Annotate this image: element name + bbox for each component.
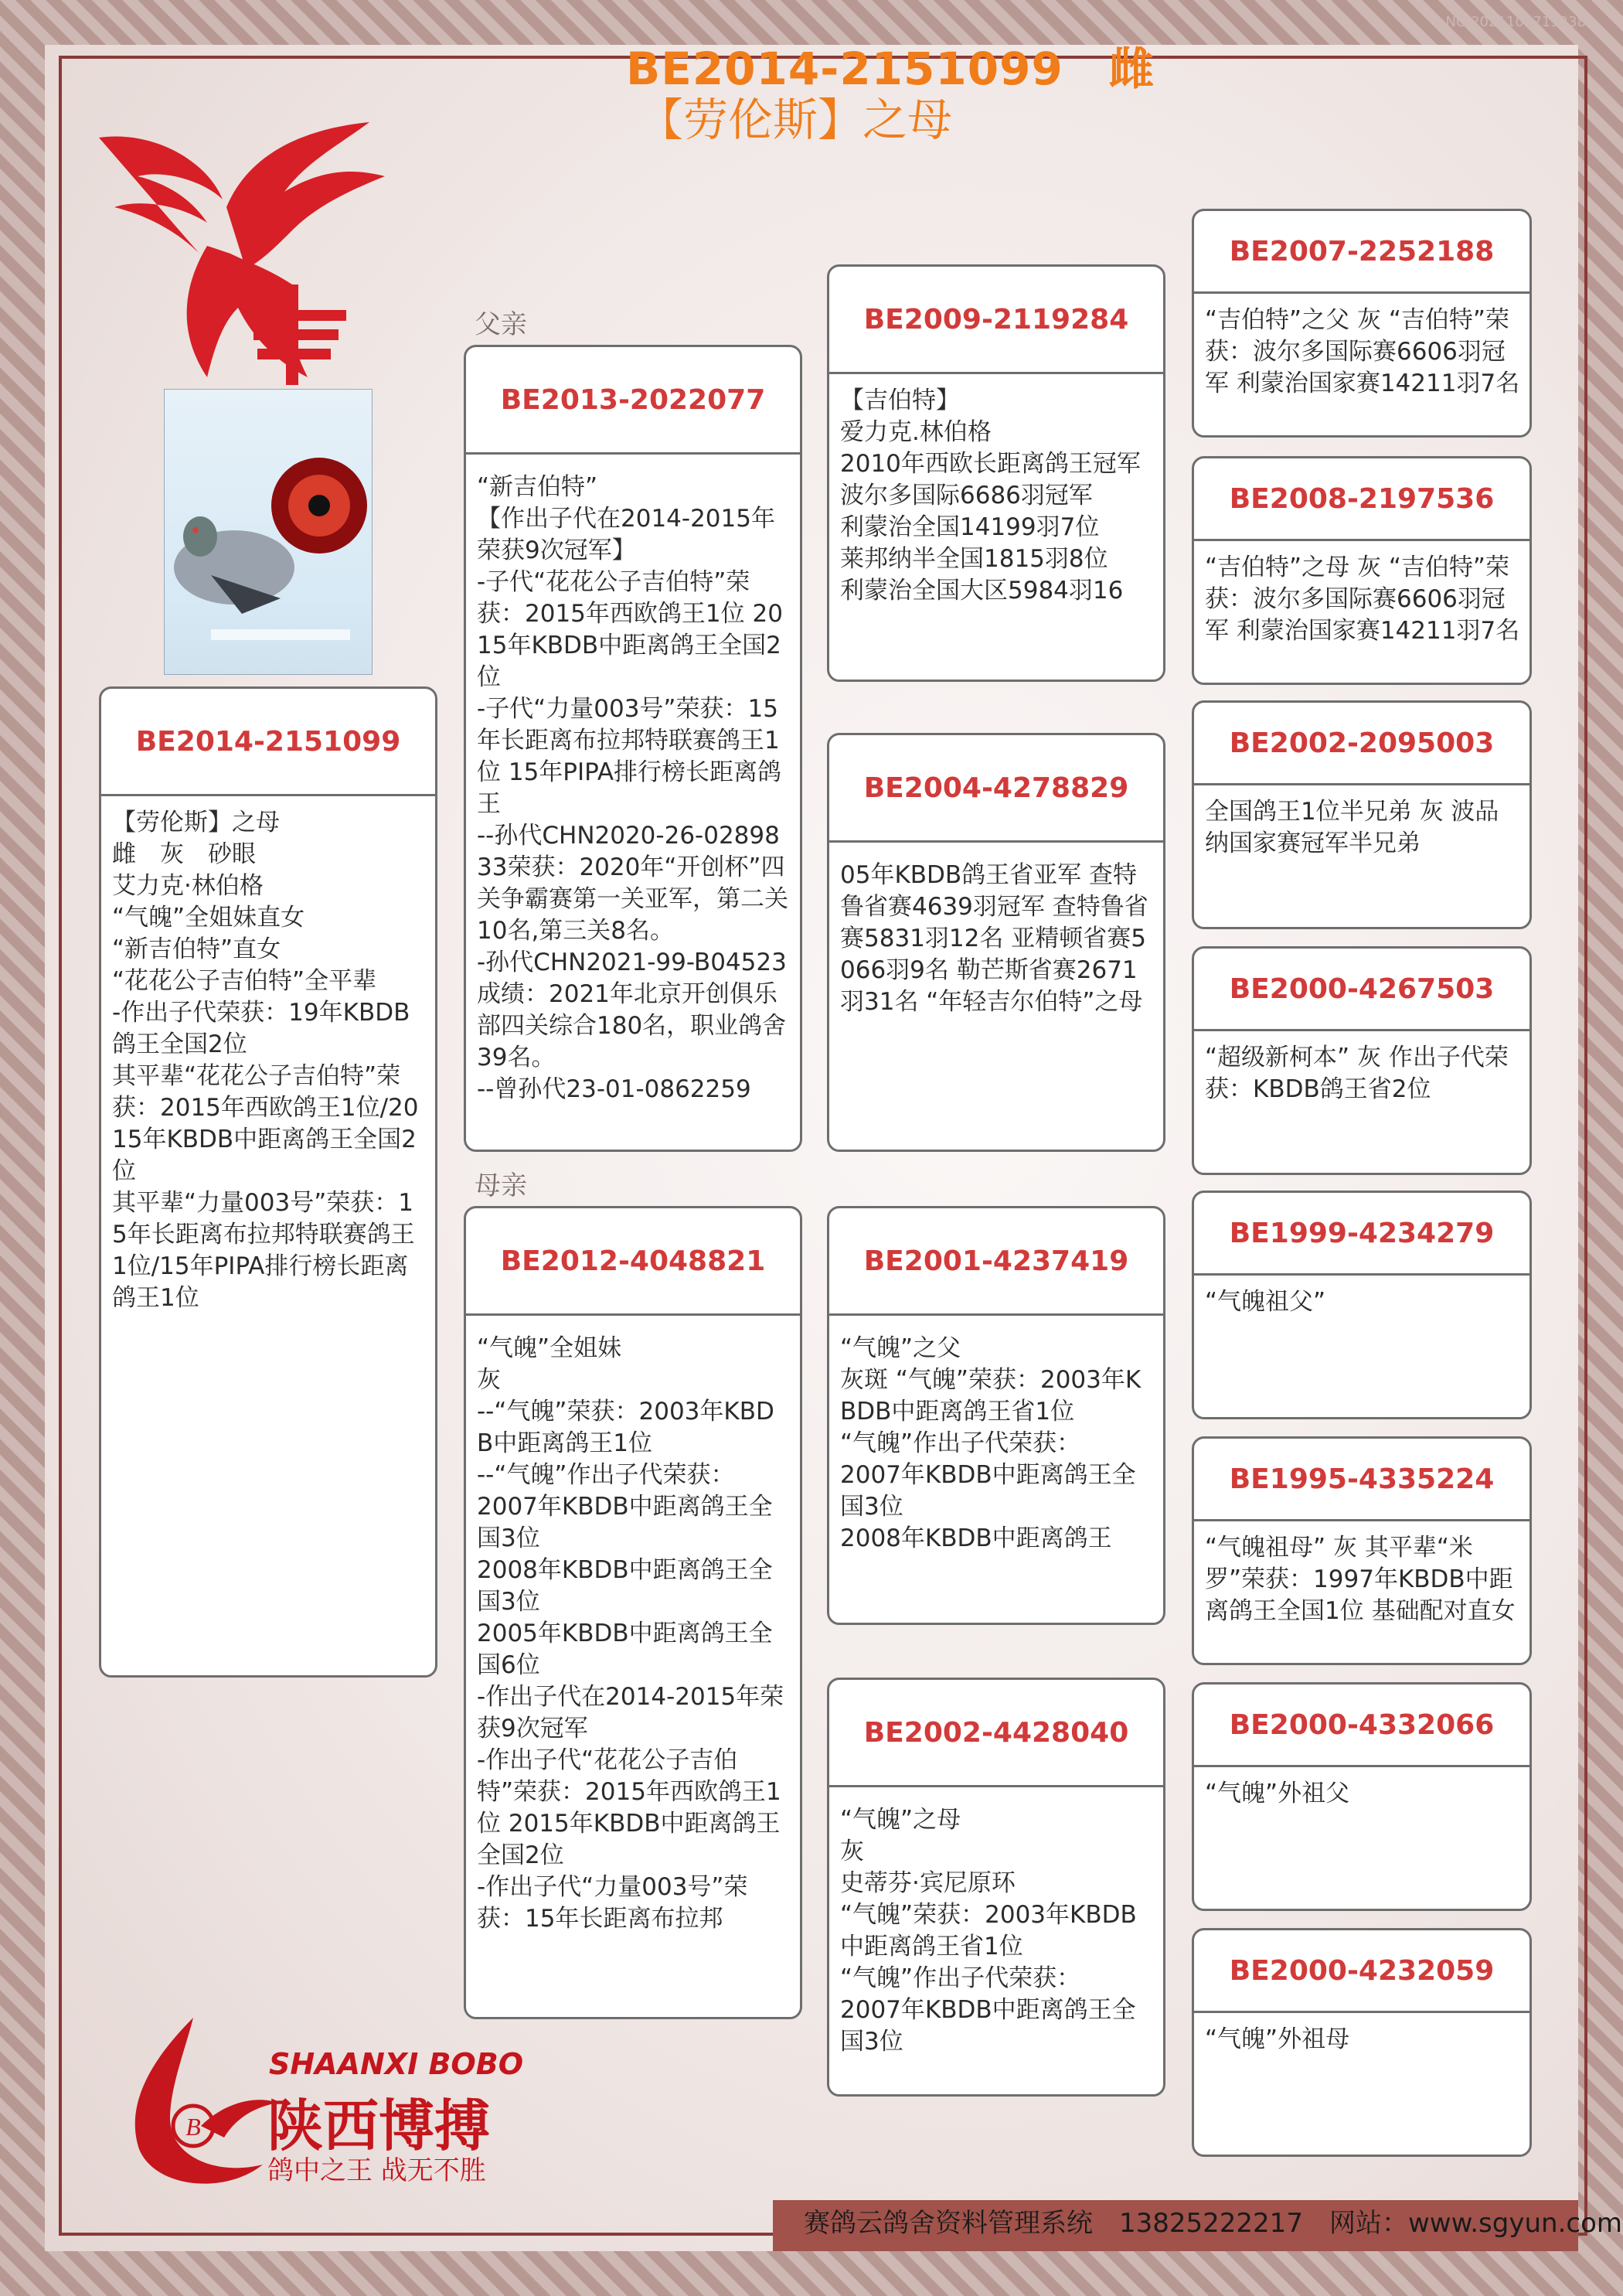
brand-medal-letter: B (185, 2113, 201, 2141)
subject-ring: BE2014-2151099 (101, 689, 435, 796)
phoenix-logo-icon (91, 114, 393, 400)
footer-text: 赛鸽云鸽舍资料管理系统 13825222217 网站：www.sgyun.com (804, 2208, 1622, 2239)
great-grandparent-ring: BE2008-2197536 (1194, 458, 1529, 541)
great-grandparent-ring: BE2000-4332066 (1194, 1685, 1529, 1767)
sire-description: “新吉伯特” 【作出子代在2014-2015年荣获9次冠军】 -子代“花花公子吉伯特”荣获：2015年西欧鸽王1位 2015年KBDB中距离鸽王全国2位 -子代“力量003号”荣获：15年长距离布拉邦特联赛鸽王1位 15年PIPA排行榜长距离鸽王 --孙代CHN2020-26-0289833荣获：2020年“开创杯”四关争霸赛第一关亚军，第二关10名,第三关8名。 -孙代CHN2021-99-B04523成绩：2021年北京开创俱乐部四关综合180名，职业鸽舍39名。 --曾孙代23-01-0862259 (477, 473, 788, 1103)
page-subtitle: 【劳伦斯】之母 (638, 94, 953, 146)
sire-ring: BE2013-2022077 (466, 347, 800, 455)
great-grandparent-description: “吉伯特”之母 灰 “吉伯特”荣获：波尔多国际赛6606羽冠军 利蒙治国家赛14211羽7名 (1205, 554, 1520, 645)
grandparent-description: “气魄”之母 灰 史蒂芬·宾尼原环 “气魄”荣获：2003年KBDB中距离鸽王省1位 “气魄”作出子代荣获： 2007年KBDB中距离鸽王全国3位 (840, 1806, 1137, 2056)
great-grandparent-card (1192, 1436, 1532, 1665)
father-label: 父亲 (475, 309, 527, 340)
grandparent-ring: BE2001-4237419 (829, 1208, 1163, 1316)
great-grandparent-ring: BE2002-2095003 (1194, 703, 1529, 785)
great-grandparent-card (1192, 456, 1532, 685)
great-grandparent-card (1192, 946, 1532, 1175)
grandparent-description: “气魄”之父 灰斑 “气魄”荣获：2003年KBDB中距离鸽王省1位 “气魄”作出子代荣获： 2007年KBDB中距离鸽王全国3位 2008年KBDB中距离鸽王 (840, 1334, 1142, 1552)
grandparent-description: 05年KBDB鸽王省亚军 查特鲁省赛4639羽冠军 查特鲁省赛5831羽12名 亚精顿省赛5066羽9名 勒芒斯省赛2671羽31名 “年轻吉尔伯特”之母 (840, 861, 1148, 1016)
serial-number: NO.20211007192​38 (1445, 14, 1586, 30)
grandparent-ring: BE2004-4278829 (829, 735, 1163, 843)
subject-card (99, 686, 437, 1678)
great-grandparent-description: “超级新柯本” 灰 作出子代荣获：KBDB鸽王省2位 (1205, 1044, 1509, 1103)
great-grandparent-card (1192, 700, 1532, 929)
great-grandparent-description: “气魄”外祖母 (1205, 2025, 1350, 2053)
brand-english-name: SHAANXI BOBO (269, 2047, 523, 2081)
sire-card (464, 345, 802, 1152)
grandparent-ring: BE2002-4428040 (829, 1680, 1163, 1787)
great-grandparent-ring: BE1995-4335224 (1194, 1439, 1529, 1521)
great-grandparent-card (1192, 1928, 1532, 2157)
great-grandparent-ring: BE2000-4232059 (1194, 1930, 1529, 2013)
grandparent-card (827, 1678, 1165, 2097)
great-grandparent-description: “气魄”外祖父 (1205, 1780, 1350, 1807)
brand-slogan: 鸽中之王 战无不胜 (267, 2155, 486, 2186)
brand-chinese-name: 陕西博搏 (267, 2093, 491, 2158)
pigeon-cover-image (164, 389, 373, 675)
great-grandparent-card (1192, 1191, 1532, 1419)
grandparent-ring: BE2009-2119284 (829, 267, 1163, 374)
great-grandparent-card (1192, 209, 1532, 438)
grandparent-description: 【吉伯特】 爱力克.林伯格 2010年西欧长距离鸽王冠军 波尔多国际6686羽冠军 利蒙治全国14199羽7位 莱邦纳半全国1815羽8位 利蒙治全国大区5984羽16 (840, 387, 1141, 605)
great-grandparent-ring: BE2000-4267503 (1194, 949, 1529, 1031)
pigeon-image-icon (165, 390, 372, 674)
great-grandparent-description: 全国鸽王1位半兄弟 灰 波品纳国家赛冠军半兄弟 (1205, 798, 1499, 857)
dam-card (464, 1206, 802, 2019)
grandparent-card (827, 264, 1165, 682)
subject-description: 【劳伦斯】之母 雌 灰 砂眼 艾力克·林伯格 “气魄”全姐妹直女 “新吉伯特”直女 “花花公子吉伯特”全平辈 -作出子代荣获：19年KBDB鸽王全国2位 其平辈“花花公子吉伯特”荣获：2015年西欧鸽王1位/2015年KBDB中距离鸽王全国2位 其平辈“力量003号”荣获：15年长距离布拉邦特联赛鸽王1位/15年PIPA排行榜长距离鸽王1位 (112, 809, 419, 1312)
great-grandparent-description: “气魄祖母” 灰 其平辈“米罗”荣获：1997年KBDB中距离鸽王全国1位 基础配对直女 (1205, 1534, 1516, 1625)
dam-description: “气魄”全姐妹 灰 --“气魄”荣获：2003年KBDB中距离鸽王1位 --“气魄”作出子代荣获： 2007年KBDB中距离鸽王全国3位 2008年KBDB中距离鸽王全国3位 2005年KBDB中距离鸽王全国6位 -作出子代在2014-2015年荣获9次冠军 -作出子代“花花公子吉伯特”荣获：2015年西欧鸽王1位 2015年KBDB中距离鸽王全国2位 -作出子代“力量003号”荣获：15年长距离布拉邦 (477, 1334, 784, 1933)
mother-label: 母亲 (475, 1170, 527, 1201)
grandparent-card (827, 1206, 1165, 1625)
great-grandparent-card (1192, 1682, 1532, 1911)
great-grandparent-ring: BE2007-2252188 (1194, 211, 1529, 294)
grandparent-card (827, 733, 1165, 1152)
great-grandparent-ring: BE1999-4234279 (1194, 1193, 1529, 1276)
page-title: BE2014-2151099 雌 (626, 43, 1155, 95)
great-grandparent-description: “气魄祖父” (1205, 1288, 1326, 1316)
dam-ring: BE2012-4048821 (466, 1208, 800, 1316)
great-grandparent-description: “吉伯特”之父 灰 “吉伯特”荣获：波尔多国际赛6606羽冠军 利蒙治国家赛14211羽7名 (1205, 306, 1520, 397)
